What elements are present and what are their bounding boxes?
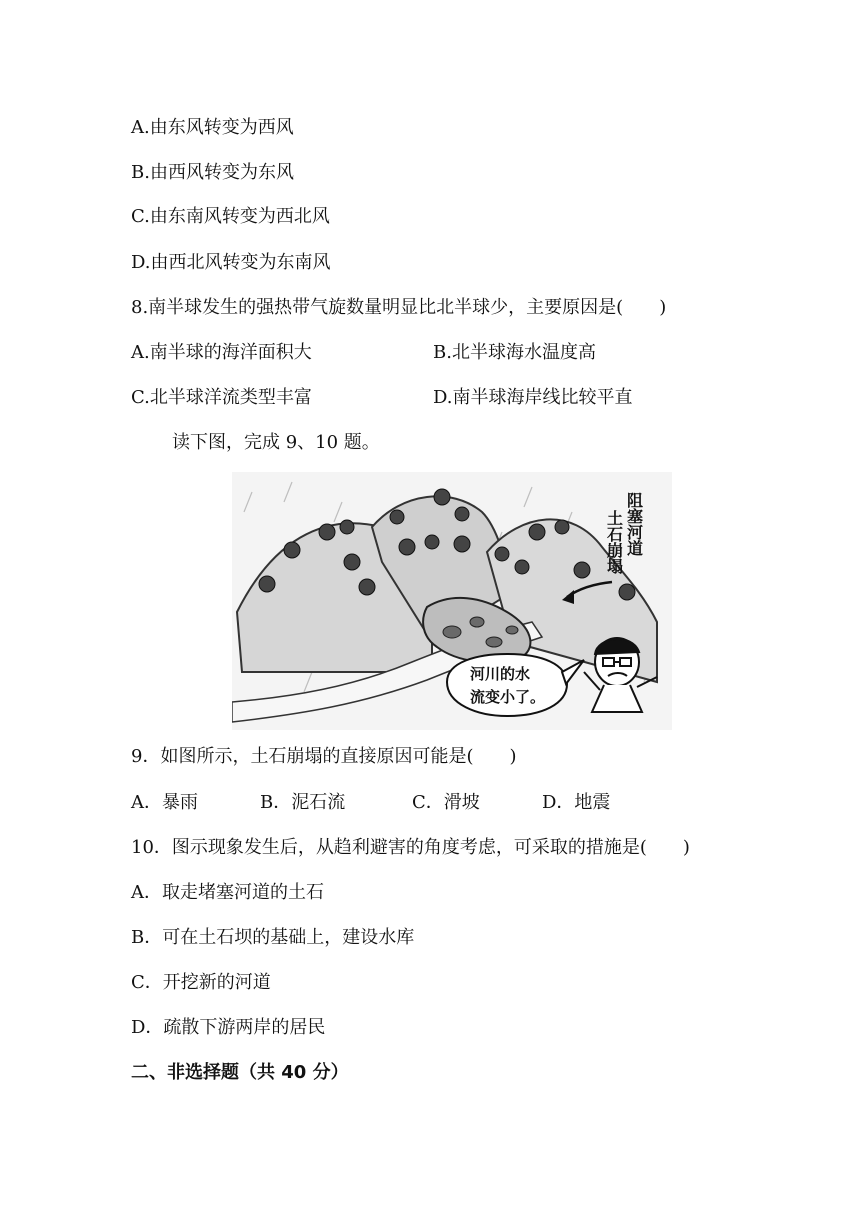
bubble-text-line2: 流变小了。 — [470, 688, 546, 706]
q8-option-a: A.南半球的海洋面积大 — [131, 342, 312, 363]
q7-option-c: C.由东南风转变为西北风 — [131, 206, 330, 227]
q10-option-a: A．取走堵塞河道的土石 — [131, 882, 324, 903]
q10-option-c: C．开挖新的河道 — [131, 972, 271, 993]
figure-side-label-col1: 土石崩塌 — [604, 510, 624, 574]
q9-stem: 9．如图所示，土石崩塌的直接原因可能是( ) — [131, 746, 517, 767]
landslide-cartoon-figure — [232, 472, 672, 730]
q10-option-b: B．可在土石坝的基础上，建设水库 — [131, 927, 415, 948]
q10-stem: 10．图示现象发生后，从趋利避害的角度考虑，可采取的措施是( ) — [131, 837, 690, 858]
q7-option-a: A.由东风转变为西风 — [131, 117, 294, 138]
q9-option-b: B．泥石流 — [260, 792, 346, 813]
q8-option-d: D.南半球海岸线比较平直 — [433, 387, 633, 408]
q7-option-b: B.由西风转变为东风 — [131, 162, 294, 183]
q9-option-d: D．地震 — [542, 792, 611, 813]
q8-stem: 8.南半球发生的强热带气旋数量明显比北半球少，主要原因是( ) — [131, 297, 667, 318]
q8-option-b: B.北半球海水温度高 — [433, 342, 596, 363]
q9-option-a: A．暴雨 — [131, 792, 198, 813]
q8-option-c: C.北半球洋流类型丰富 — [131, 387, 312, 408]
q7-option-d: D.由西北风转变为东南风 — [131, 252, 331, 273]
figure-instruction: 读下图，完成 9、10 题。 — [172, 432, 380, 453]
figure-side-label-col2: 阻塞河道 — [624, 492, 644, 556]
q9-option-c: C．滑坡 — [412, 792, 480, 813]
bubble-text-line1: 河川的水 — [470, 665, 531, 683]
section-heading: 二、非选择题（共 40 分） — [131, 1062, 349, 1083]
q10-option-d: D．疏散下游两岸的居民 — [131, 1017, 326, 1038]
